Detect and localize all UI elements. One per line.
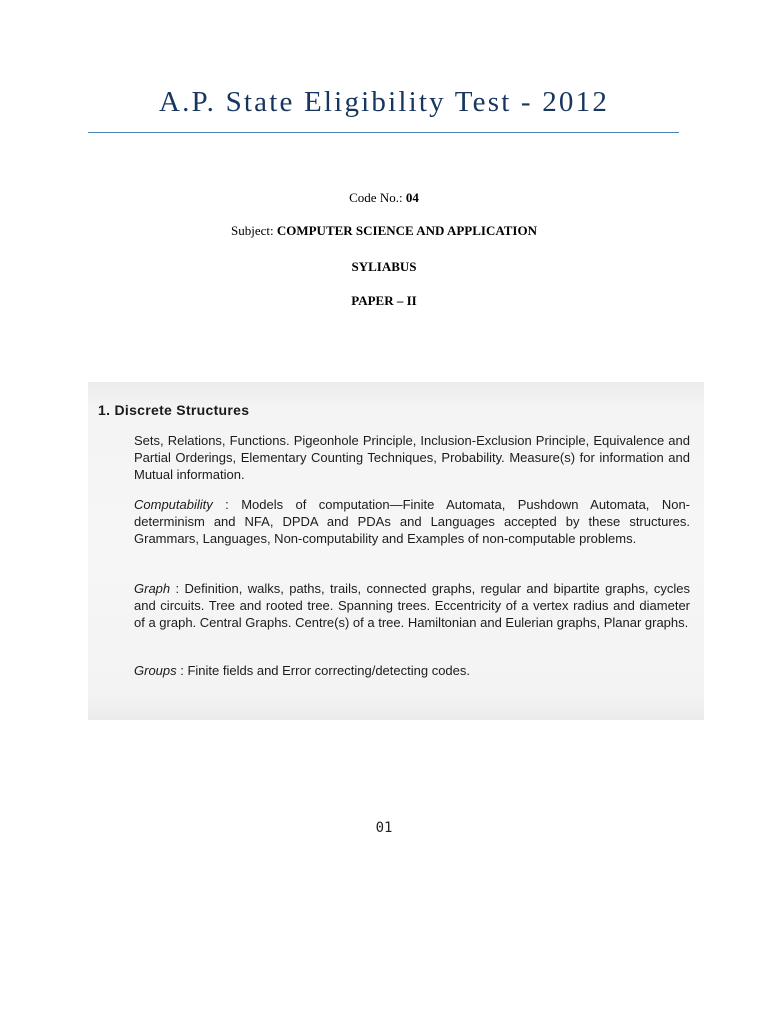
paragraph-text: : Models of computation—Finite Automata, Pushdown Automata, Non-determinism and NFA, DPDA and PDAs and Languages accepted by these structures. Grammars, Languages, Non-computability and Examples of non-computable problems. [134, 497, 690, 546]
code-line [0, 190, 768, 206]
paragraph-text: : Definition, walks, paths, trails, connected graphs, regular and bipartite graphs, cycles and circuits. Tree and rooted tree. Spanning trees. Eccentricity of a vertex radius and diameter of a graph. Central Graphs. Centre(s) of a tree. Hamiltonian and Eulerian graphs, Planar graphs. [134, 581, 690, 630]
syllabus-heading [0, 259, 768, 275]
subject-label: Subject: [230, 223, 274, 238]
paragraph-basics [134, 432, 690, 483]
syllabus-label: SYLIABUS [351, 259, 417, 274]
paragraph-text: : Finite fields and Error correcting/detecting codes. [176, 663, 471, 678]
section-heading: 1. Discrete Structures [98, 402, 250, 418]
subject-value: COMPUTER SCIENCE AND APPLICATION [276, 223, 537, 238]
paragraph-groups [134, 662, 690, 679]
paragraph-term: Computability [134, 497, 213, 512]
page-title: A.P. State Eligibility Test - 2012 [158, 86, 610, 118]
code-label: Code No.: [349, 190, 403, 205]
subject-line [0, 223, 768, 239]
paragraph-text: Sets, Relations, Functions. Pigeonhole Principle, Inclusion-Exclusion Principle, Equivalence and Partial Orderings, Elementary Counting Techniques, Probability. Measure(s) for information and Mutual information. [134, 433, 690, 482]
paper-heading [0, 293, 768, 309]
code-value: 04 [405, 190, 419, 205]
paper-label: PAPER – II [351, 293, 417, 308]
paragraph-term: Groups [134, 663, 177, 678]
paragraph-graph [134, 580, 690, 631]
title-divider [88, 132, 679, 133]
paragraph-computability [134, 496, 690, 547]
paragraph-term: Graph [134, 581, 171, 596]
scanned-syllabus-excerpt [88, 382, 704, 720]
page-number: 01 [375, 820, 393, 836]
